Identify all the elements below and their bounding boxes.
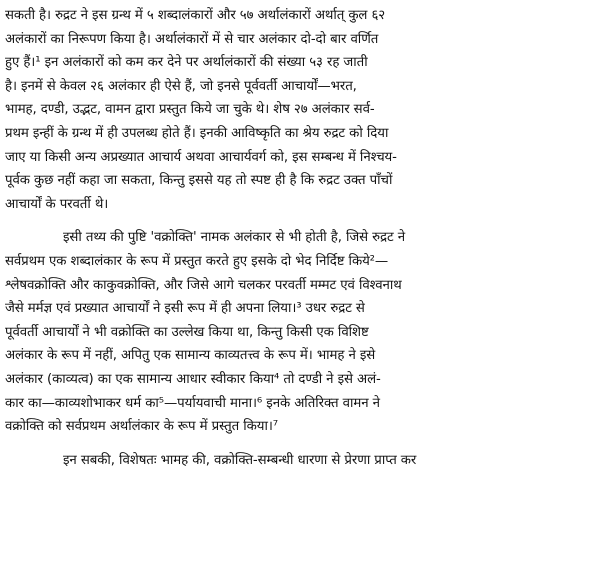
text-line: आचार्यों के परवर्ती थे।: [5, 196, 109, 212]
text-line: अलंकार (काव्यत्व) का एक सामान्य आधार स्वीकार किया⁴ तो दण्डी ने इसे अलं-: [5, 371, 381, 387]
text-line: जाए या किसी अन्य अप्रख्यात आचार्य अथवा आचार्यवर्ग को, इस सम्बन्ध में निश्चय-: [5, 149, 397, 165]
text-line: पूर्ववर्ती आचार्यों ने भी वक्रोक्ति का उल्लेख किया था, किन्तु किसी एक विशिष्ट: [5, 324, 369, 340]
text-line: जैसे मर्मज्ञ एवं प्रख्यात आचार्यों ने इसी रूप में ही अपना लिया।³ उधर रुद्रट से: [5, 301, 365, 317]
paragraph-gap: [5, 439, 592, 449]
text-line: अलंकारों का निरूपण किया है। अर्थालंकारों में से चार अलंकार दो-दो बार वर्णित: [5, 31, 379, 47]
paragraph-2: [5, 226, 592, 438]
paragraph-1: [5, 4, 592, 216]
text-line: सकती है। रुद्रट ने इस ग्रन्थ में ५ शब्दालंकारों और ५७ अर्थालंकारों अर्थात् कुल ६२: [5, 8, 386, 23]
text-line: अलंकार के रूप में नहीं, अपितु एक सामान्य काव्यतत्त्व के रूप में। भामह ने इसे: [5, 348, 376, 364]
paragraph-gap: [5, 216, 592, 226]
text-line: सर्वप्रथम एक शब्दालंकार के रूप में प्रस्तुत करते हुए इसके दो भेद निर्दिष्ट किये²—: [5, 253, 389, 269]
paragraph-3: [5, 449, 592, 473]
text-line: पूर्वक कुछ नहीं कहा जा सकता, किन्तु इससे यह तो स्पष्ट ही है कि रुद्रट उक्त पाँचों: [5, 173, 393, 189]
text-line: भामह, दण्डी, उद्भट, वामन द्वारा प्रस्तुत किये जा चुके थे। शेष २७ अलंकार सर्व-: [5, 102, 375, 118]
text-line: श्लेषवक्रोक्ति और काकुवक्रोक्ति, और जिसे आगे चलकर परवर्ती मम्मट एवं विश्वनाथ: [5, 277, 402, 293]
text-line: हुए हैं।¹ इन अलंकारों को कम कर देने पर अर्थालंकारों की संख्या ५३ रह जाती: [5, 55, 368, 71]
text-line: इन सबकी, विशेषतः भामह की, वक्रोक्ति-सम्बन्धी धारणा से प्रेरणा प्राप्त कर: [63, 452, 417, 468]
text-line: है। इनमें से केवल २६ अलंकार ही ऐसे हैं, जो इनसे पूर्ववर्ती आचार्यों—भरत,: [5, 78, 357, 94]
text-line: प्रथम इन्हीं के ग्रन्थ में ही उपलब्ध होते हैं। इनकी आविष्कृति का श्रेय रुद्रट को दिया: [5, 125, 389, 141]
text-line: इसी तथ्य की पुष्टि 'वक्रोक्ति' नामक अलंकार से भी होती है, जिसे रुद्रट ने: [63, 230, 406, 246]
text-line: कार का—काव्यशोभाकर धर्म का⁵—पर्यायवाची माना।⁶ इनके अतिरिक्त वामन ने: [5, 395, 380, 411]
text-line: वक्रोक्ति को सर्वप्रथम अर्थालंकार के रूप में प्रस्तुत किया।⁷: [5, 419, 278, 435]
